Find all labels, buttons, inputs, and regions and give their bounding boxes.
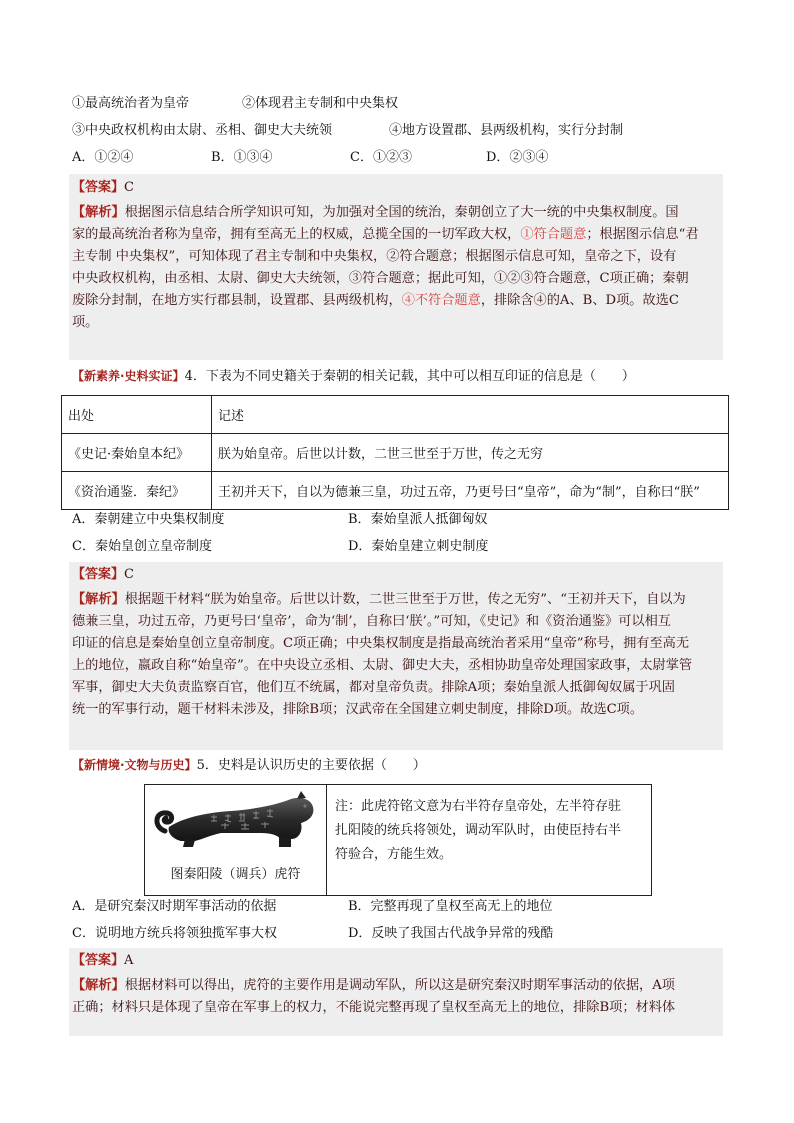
tiger-tally-image bbox=[151, 791, 321, 853]
analysis-line: 家的最高统治者称为皇帝，拥有至高无上的权威，总揽全国的一切军政大权，①符合题意；根据图示信息“君 bbox=[72, 227, 699, 242]
table-cell: 《资治通鉴．秦纪》 bbox=[62, 472, 212, 510]
analysis-line: 主专制 中央集权”，可知体现了君主专制和中央集权，②符合题意；根据图示信息可知，皇帝之下，设有 bbox=[72, 249, 677, 264]
answer-label: 【答案】 bbox=[72, 180, 125, 195]
q5-stem bbox=[72, 757, 426, 774]
figure-caption: 图秦阳陵（调兵）虎符 bbox=[170, 867, 301, 882]
q5-answer-line bbox=[72, 953, 133, 969]
q5-option-b: B．完整再现了皇权至高无上的地位 bbox=[348, 899, 553, 914]
answer-value: C bbox=[124, 180, 134, 195]
q5-tag: 【新情境·文物与历史】 bbox=[72, 758, 197, 772]
analysis-line: 项。 bbox=[72, 315, 99, 330]
q4-stem-text: 4．下表为不同史籍关于秦朝的相关记载，其中可以相互印证的信息是（ ） bbox=[184, 369, 635, 384]
q5-option-d: D．反映了我国古代战争异常的残酷 bbox=[348, 926, 554, 941]
answer-value: A bbox=[124, 953, 134, 968]
answer-value: C bbox=[124, 567, 134, 582]
note-line: 注：此虎符铭文意为右半符存皇帝处，左半符存驻 bbox=[335, 799, 622, 814]
q4-option-b: B．秦始皇派人抵御匈奴 bbox=[348, 512, 488, 527]
analysis-line: 印证的信息是秦始皇创立皇帝制度。C项正确；中央集权制度是指最高统治者采用“皇帝”称号，拥有至高无 bbox=[72, 636, 690, 651]
table-header-source: 出处 bbox=[62, 396, 212, 434]
highlight-text: ①符合题意 bbox=[520, 227, 587, 242]
analysis-label: 【解析】 bbox=[72, 205, 125, 220]
analysis-label: 【解析】 bbox=[72, 592, 125, 607]
q3-analysis bbox=[72, 202, 722, 334]
analysis-line: 【解析】根据材料可以得出，虎符的主要作用是调动军队，所以这是研究秦汉时期军事活动的依据，A项 bbox=[72, 978, 675, 993]
q4-option-a: A．秦朝建立中央集权制度 bbox=[72, 512, 225, 527]
q4-analysis bbox=[72, 589, 722, 721]
q4-option-d: D．秦始皇建立刺史制度 bbox=[348, 539, 489, 554]
tiger-tally-figure bbox=[144, 784, 652, 896]
q4-answer-line bbox=[72, 567, 134, 583]
q3-option-a: A．①②④ bbox=[72, 150, 134, 165]
q4-stem bbox=[72, 368, 635, 385]
table-row bbox=[62, 472, 729, 510]
analysis-line: 正确；材料只是体现了皇帝在军事上的权力，不能说完整再现了皇权至高无上的地位，排除B项；材料体 bbox=[72, 1000, 676, 1015]
table-header-row bbox=[62, 396, 729, 434]
table-cell: 《史记·秦始皇本纪》 bbox=[62, 434, 212, 472]
answer-label: 【答案】 bbox=[72, 953, 125, 968]
statement-3: ③中央政权机构由太尉、丞相、御史大夫统领 bbox=[72, 123, 333, 138]
q3-option-c: C．①②③ bbox=[350, 150, 412, 165]
statement-2: ②体现君主专制和中央集权 bbox=[242, 96, 399, 111]
analysis-line: 德兼三皇，功过五帝，乃更号曰‘皇帝’，命为‘制’，自称曰‘朕’。”可知，《史记》和《资治通鉴》可以相互 bbox=[72, 614, 671, 629]
records-table bbox=[61, 395, 729, 510]
note-line: 扎阳陵的统兵将领处，调动军队时，由使臣持右半 bbox=[335, 823, 622, 838]
table-header-record: 记述 bbox=[212, 396, 729, 434]
table-cell: 王初并天下，自以为德兼三皇，功过五帝，乃更号曰“皇帝”，命为“制”，自称曰“朕” bbox=[212, 472, 729, 510]
table-cell: 朕为始皇帝。后世以计数，二世三世至于万世，传之无穷 bbox=[212, 434, 729, 472]
analysis-line: 统一的军事行动，题干材料未涉及，排除B项；汉武帝在全国建立刺史制度，排除D项。故选C项。 bbox=[72, 702, 644, 717]
q3-answer-line bbox=[72, 180, 134, 196]
q5-stem-text: 5．史料是认识历史的主要依据（ ） bbox=[196, 758, 426, 773]
q3-option-d: D．②③④ bbox=[486, 150, 549, 165]
analysis-label: 【解析】 bbox=[72, 978, 125, 993]
q4-tag: 【新素养·史料实证】 bbox=[72, 369, 185, 383]
analysis-line: 上的地位，嬴政自称“始皇帝”。在中央设立丞相、太尉、御史大夫，丞相协助皇帝处理国家政事，太尉掌管 bbox=[72, 658, 693, 673]
table-row bbox=[62, 434, 729, 472]
analysis-line: 【解析】根据图示信息结合所学知识可知，为加强对全国的统治，秦朝创立了大一统的中央集权制度。国 bbox=[72, 205, 679, 220]
analysis-line: 【解析】根据题干材料“朕为始皇帝。后世以计数，二世三世至于万世，传之无穷”、“王初并天下，自以为 bbox=[72, 592, 686, 607]
figure-divider bbox=[326, 785, 327, 895]
analysis-line: 军事，御史大夫负责监察百官，他们互不统属，都对皇帝负责。排除A项；秦始皇派人抵御匈奴属于巩固 bbox=[72, 680, 675, 695]
figure-note bbox=[335, 795, 635, 867]
statement-1: ①最高统治者为皇帝 bbox=[72, 96, 190, 111]
q5-analysis bbox=[72, 975, 722, 1019]
highlight-text: ④不符合题意 bbox=[401, 293, 481, 308]
answer-label: 【答案】 bbox=[72, 567, 125, 582]
note-line: 符验合，方能生效。 bbox=[335, 847, 453, 862]
q5-option-c: C．说明地方统兵将领独揽军事大权 bbox=[72, 926, 277, 941]
statement-4: ④地方设置郡、县两级机构，实行分封制 bbox=[389, 123, 624, 138]
analysis-line: 中央政权机构，由丞相、太尉、御史大夫统领，③符合题意；据此可知，①②③符合题意，C项正确；秦朝 bbox=[72, 271, 689, 286]
q3-option-b: B．①③④ bbox=[211, 150, 273, 165]
q5-option-a: A．是研究秦汉时期军事活动的依据 bbox=[72, 899, 277, 914]
q4-option-c: C．秦始皇创立皇帝制度 bbox=[72, 539, 212, 554]
analysis-line: 废除分封制，在地方实行郡县制，设置郡、县两级机构，④不符合题意，排除含④的A、B、D项。故选C bbox=[72, 293, 679, 308]
